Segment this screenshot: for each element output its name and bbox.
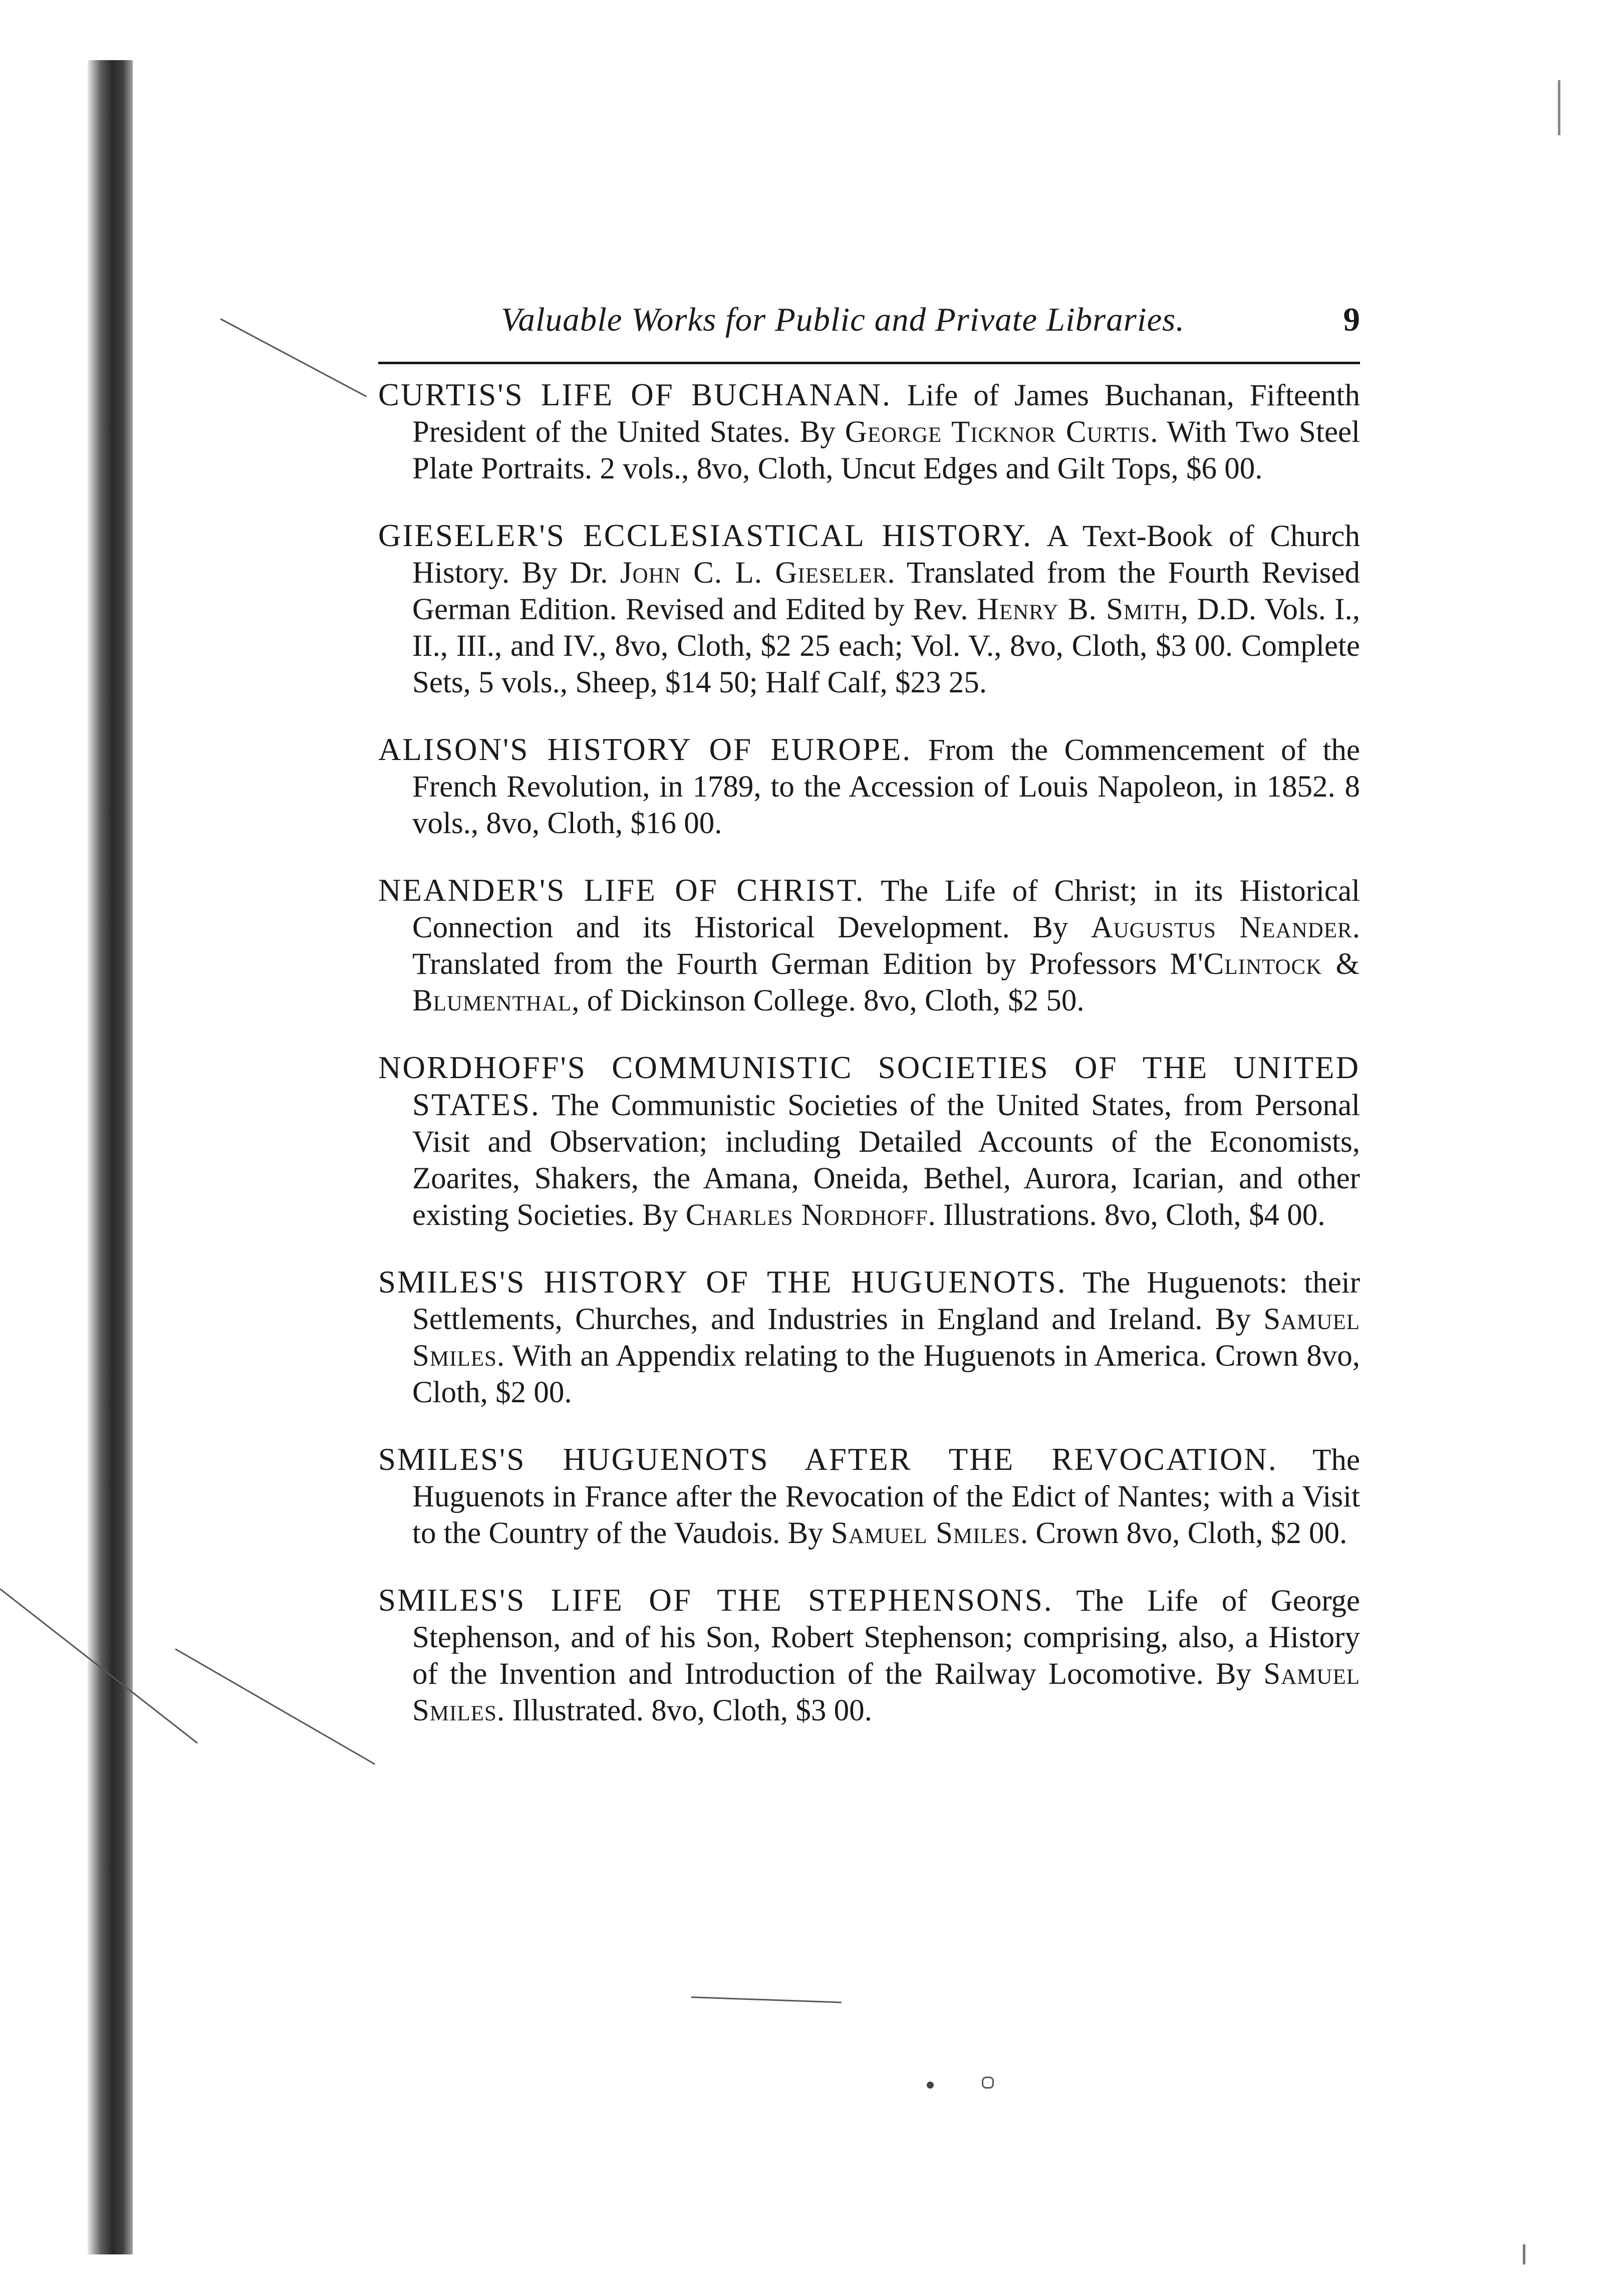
entry-author: John C. L. Gieseler xyxy=(620,556,888,590)
entry-title: SMILES'S HISTORY OF THE HUGUENOTS. xyxy=(378,1264,1067,1300)
entry-title: NORDHOFF'S COMMUNISTIC SOCIETIES OF THE UNITED STATES. xyxy=(378,1050,1360,1122)
scan-artifact-dot xyxy=(1523,2244,1525,2264)
entry-author: Samuel Smiles xyxy=(831,1516,1020,1550)
header-rule xyxy=(378,362,1360,364)
book-entry-curtis xyxy=(378,377,1360,487)
scan-artifact-dot xyxy=(927,2082,934,2089)
entry-text: . Translated from the Fourth Revised German Edition. Revised and Edited by Rev. xyxy=(412,556,1360,626)
entry-text: The Communistic Societies of the United States, from Personal Visit and Observation; including Detailed Accounts of the Economists, Zoarites, Shakers, the Amana, Oneida, Bethel, Aurora, Icarian, and other existing Societies. By xyxy=(412,1089,1360,1232)
entry-text: , of Dickinson College. 8vo, Cloth, $2 50. xyxy=(572,984,1085,1017)
entry-text: The Huguenots in France after the Revocation of the Edict of Nantes; with a Visit to the Country of the Vaudois. By xyxy=(412,1443,1361,1550)
entry-editor: Henry B. Smith xyxy=(976,593,1181,626)
running-header xyxy=(378,301,1360,356)
binding-shadow xyxy=(88,60,133,2254)
entry-author: Charles Nordhoff xyxy=(685,1198,928,1232)
book-list xyxy=(378,377,1360,1747)
entry-title: NEANDER'S LIFE OF CHRIST. xyxy=(378,873,865,908)
entry-title: SMILES'S HUGUENOTS AFTER THE REVOCATION. xyxy=(378,1442,1278,1477)
entry-text: Life of James Buchanan, Fifteenth President of the United States. By xyxy=(412,379,1360,449)
scan-artifact-line xyxy=(175,1648,375,1765)
book-entry-alison xyxy=(378,731,1360,842)
book-entry-neander xyxy=(378,872,1360,1019)
entry-text: . With Two Steel Plate Portraits. 2 vols., 8vo, Cloth, Uncut Edges and Gilt Tops, $6 00. xyxy=(412,415,1360,485)
page-number: 9 xyxy=(1343,301,1360,338)
entry-text: The Life of George Stephenson, and of his Son, Robert Stephenson; comprising, also, a History of the Invention and Introduction of the Railway Locomotive. By xyxy=(412,1584,1361,1691)
entry-author: Augustus Neander xyxy=(1091,911,1353,944)
scan-artifact-line xyxy=(691,1996,842,2003)
scan-artifact-dot xyxy=(1558,80,1560,135)
entry-title: GIESELER'S ECCLESIASTICAL HISTORY. xyxy=(378,518,1032,553)
scan-artifact-line xyxy=(220,318,367,397)
entry-text: . Illustrations. 8vo, Cloth, $4 00. xyxy=(928,1198,1325,1232)
entry-text: . Illustrated. 8vo, Cloth, $3 00. xyxy=(496,1694,872,1727)
running-title: Valuable Works for Public and Private Libraries. xyxy=(501,301,1185,338)
entry-text: , D.D. Vols. I., II., III., and IV., 8vo, Cloth, $2 25 each; Vol. V., 8vo, Cloth, $3 00. Complete Sets, 5 vols., Sheep, $14 50; Half Calf, $23 25. xyxy=(412,593,1360,699)
entry-text: The Life of Christ; in its Historical Connection and its Historical Development. By xyxy=(412,874,1360,944)
entry-author: George Ticknor Curtis xyxy=(845,415,1151,449)
book-entry-smiles-revocation xyxy=(378,1441,1360,1552)
entry-text: . With an Appendix relating to the Huguenots in America. Crown 8vo, Cloth, $2 00. xyxy=(412,1339,1360,1409)
entry-text: . Translated from the Fourth German Edition by Professors xyxy=(412,911,1360,981)
book-entry-gieseler xyxy=(378,518,1360,701)
entry-text: From the Commencement of the French Revolution, in 1789, to the Accession of Louis Napoleon, in 1852. 8 vols., 8vo, Cloth, $16 00. xyxy=(412,733,1360,840)
entry-text: . Crown 8vo, Cloth, $2 00. xyxy=(1020,1516,1347,1550)
entry-author: Samuel Smiles xyxy=(412,1303,1360,1373)
entry-title: ALISON'S HISTORY OF EUROPE. xyxy=(378,732,912,767)
book-entry-nordhoff xyxy=(378,1050,1360,1233)
entry-text: The Huguenots: their Settlements, Churches, and Industries in England and Ireland. By xyxy=(412,1266,1361,1336)
entry-text: A Text-Book of Church History. By Dr. xyxy=(412,520,1361,590)
entry-author: Samuel Smiles xyxy=(412,1657,1360,1727)
book-entry-smiles-stephensons xyxy=(378,1582,1360,1729)
entry-title: CURTIS'S LIFE OF BUCHANAN. xyxy=(378,377,892,412)
scan-artifact-dot xyxy=(982,2077,994,2089)
entry-translators: M'Clintock & Blumenthal xyxy=(412,947,1361,1017)
book-entry-smiles-huguenots xyxy=(378,1264,1360,1411)
entry-title: SMILES'S LIFE OF THE STEPHENSONS. xyxy=(378,1583,1053,1618)
